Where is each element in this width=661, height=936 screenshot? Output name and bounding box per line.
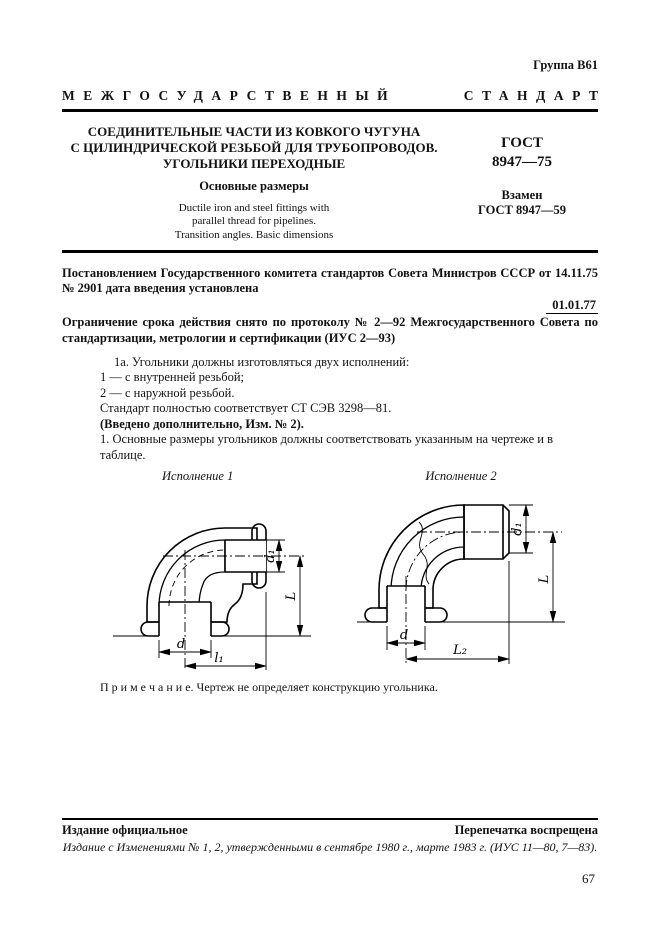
body-p6: 1. Основные размеры угольников должны соответствовать указанным на чертеже и в таблице. <box>100 432 553 462</box>
decree-paragraph-2: Ограничение срока действия снято по протоколу № 2—92 Межгосударственного Совета по стандартизации, метрологии и сертификации (ИУС 2—93) <box>62 315 598 345</box>
decree-date: 01.01.77 <box>62 298 598 313</box>
replaces-label: Взамен <box>501 187 543 202</box>
title-line-2: С ЦИЛИНДРИЧЕСКОЙ РЕЗЬБОЙ ДЛЯ ТРУБОПРОВОДОВ. <box>70 139 438 155</box>
dim-label-d1: d₁ <box>510 522 525 537</box>
title-english <box>62 202 446 243</box>
decree-paragraph-1: Постановлением Государственного комитета стандартов Совета Министров СССР от 14.11.75 № 2901 дата введения установлена <box>62 265 598 296</box>
standard-type-word1: МЕЖГОСУДАРСТВЕННЫЙ <box>62 88 397 103</box>
figures-area <box>62 484 598 672</box>
designation-block <box>446 124 598 243</box>
dim-label-L: L <box>284 592 299 601</box>
replaces-value: ГОСТ 8947—59 <box>477 203 566 218</box>
title-block <box>62 124 598 243</box>
figure-caption-1: Исполнение 1 <box>162 469 234 484</box>
footer-rule <box>62 818 598 820</box>
title-line-3: УГОЛЬНИКИ ПЕРЕХОДНЫЕ <box>162 155 346 171</box>
note-text: Чертеж не определяет конструкцию угольника. <box>196 680 438 695</box>
body-p1: 1а. Угольники должны изготовляться двух исполнений: <box>114 354 410 369</box>
body-p5: (Введено дополнительно, Изм. № 2). <box>100 416 304 431</box>
page-footer <box>62 818 598 855</box>
dim-label-l1: l₁ <box>214 651 224 667</box>
dim-label-L: L <box>537 575 552 584</box>
dim-label-d: d <box>176 637 186 653</box>
note-label: П р и м е ч а н и е. <box>100 680 194 695</box>
title-line-1: СОЕДИНИТЕЛЬНЫЕ ЧАСТИ ИЗ КОВКОГО ЧУГУНА <box>87 124 421 139</box>
group-code: Группа В61 <box>533 58 598 72</box>
gost-word: ГОСТ <box>501 135 543 151</box>
gost-number: 8947—75 <box>492 153 552 170</box>
edition-note: Издание с Изменениями № 1, 2, утвержденными в сентябре 1980 г., марте 1983 г. (ИУС 11—80, 7—83). <box>62 840 598 854</box>
elbow-bore-channel <box>159 540 225 606</box>
reprint-prohibited-label: Перепечатка воспрещена <box>454 823 598 837</box>
gost-designation <box>446 134 598 172</box>
dim-label-d: d <box>399 628 409 644</box>
page-number: 67 <box>582 871 595 886</box>
body-text <box>100 355 598 464</box>
subtitle: Основные размеры <box>199 178 309 193</box>
body-p3: 2 — с наружной резьбой. <box>100 385 235 400</box>
figure-caption-2: Исполнение 2 <box>425 469 497 484</box>
standard-type-heading <box>62 88 607 104</box>
header-rule <box>62 109 598 112</box>
replaces-block <box>446 188 598 219</box>
title-en-line-1: Ductile iron and steel fittings with <box>178 201 330 214</box>
official-edition-label: Издание официальное <box>62 823 188 837</box>
body-p4: Стандарт полностью соответствует СТ СЭВ 3298—81. <box>100 401 392 416</box>
standard-type-word2: СТАНДАРТ <box>463 88 607 103</box>
figure-execution-1 <box>107 494 317 674</box>
footer-row <box>62 823 598 838</box>
title-en-line-3: Transition angles. Basic dimensions <box>174 229 334 242</box>
title-left <box>62 124 446 243</box>
drawing-note <box>100 680 598 695</box>
dim-label-L2: L₂ <box>453 643 467 659</box>
figure-execution-2 <box>357 480 587 668</box>
title-bottom-rule <box>62 250 598 253</box>
body-p2: 1 — с внутренней резьбой; <box>100 370 245 385</box>
title-en-line-2: parallel thread for pipelines. <box>191 215 316 228</box>
dim-label-d1: d₁ <box>263 549 278 564</box>
